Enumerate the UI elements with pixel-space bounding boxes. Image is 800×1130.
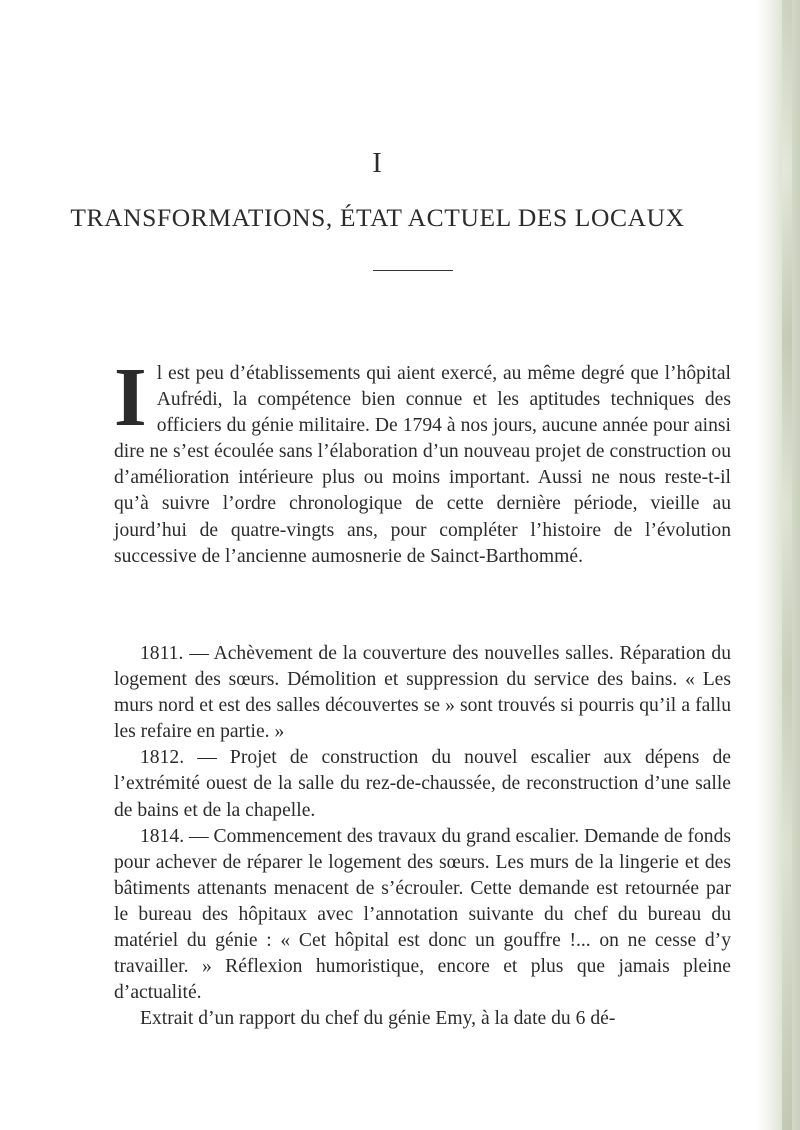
chronology	[114, 641, 731, 1032]
chapter-number: I	[372, 148, 383, 179]
entry-1811: 1811. — Achèvement de la couverture des nouvelles salles. Réparation du logement des sœurs. Démolition et suppression du service des bains. « Les murs nord et est des salles découvertes se » sont trouvés si pourris qu’il a fallu les refaire en partie. »	[114, 643, 731, 743]
title-rule	[373, 270, 453, 271]
entry-1814: 1814. — Commencement des travaux du grand escalier. Demande de fonds pour achever de réparer le logement des sœurs. Les murs de la lingerie et des bâtiments attenants menacent de s’écrouler. Cette demande est retournée par le bureau des hôpitaux avec l’annotation suivante du chef du bureau du matériel du génie : « Cet hôpital est donc un gouffre !... on ne cesse d’y travailler. » Réflexion humoristique, encore et plus que jamais pleine d’actualité.	[114, 825, 731, 1004]
page-edge	[756, 0, 800, 1130]
entry-extract: Extrait d’un rapport du chef du génie Emy, à la date du 6 dé-	[140, 1008, 616, 1030]
page-edge-shadow	[782, 0, 792, 1130]
intro-text: l est peu d’établissements qui aient exercé, au même degré que l’hôpital Aufrédi, la compétence bien connue et les aptitudes techniques des officiers du génie militaire. De 1794 à nos jours, aucune année pour ainsi dire ne s’est écoulée sans l’élaboration d’un nouveau projet de construction ou d’amélioration intérieure plus ou moins important. Aussi ne nous reste-t-il qu’à suivre l’ordre chronologique de cette dernière période, vieille au jourd’hui de quatre-vingts ans, pour compléter l’histoire de l’évolution successive de l’ancienne aumosnerie de Sainct-Barthommé.	[114, 363, 731, 567]
drop-cap: I	[114, 351, 147, 444]
intro-paragraph	[114, 351, 731, 570]
chapter-title: TRANSFORMATIONS, ÉTAT ACTUEL DES LOCAUX	[70, 203, 685, 232]
entry-1812: 1812. — Projet de construction du nouvel escalier aux dépens de l’extrémité ouest de la salle du rez-de-chaussée, de reconstruction d’une salle de bains et de la chapelle.	[114, 747, 731, 821]
